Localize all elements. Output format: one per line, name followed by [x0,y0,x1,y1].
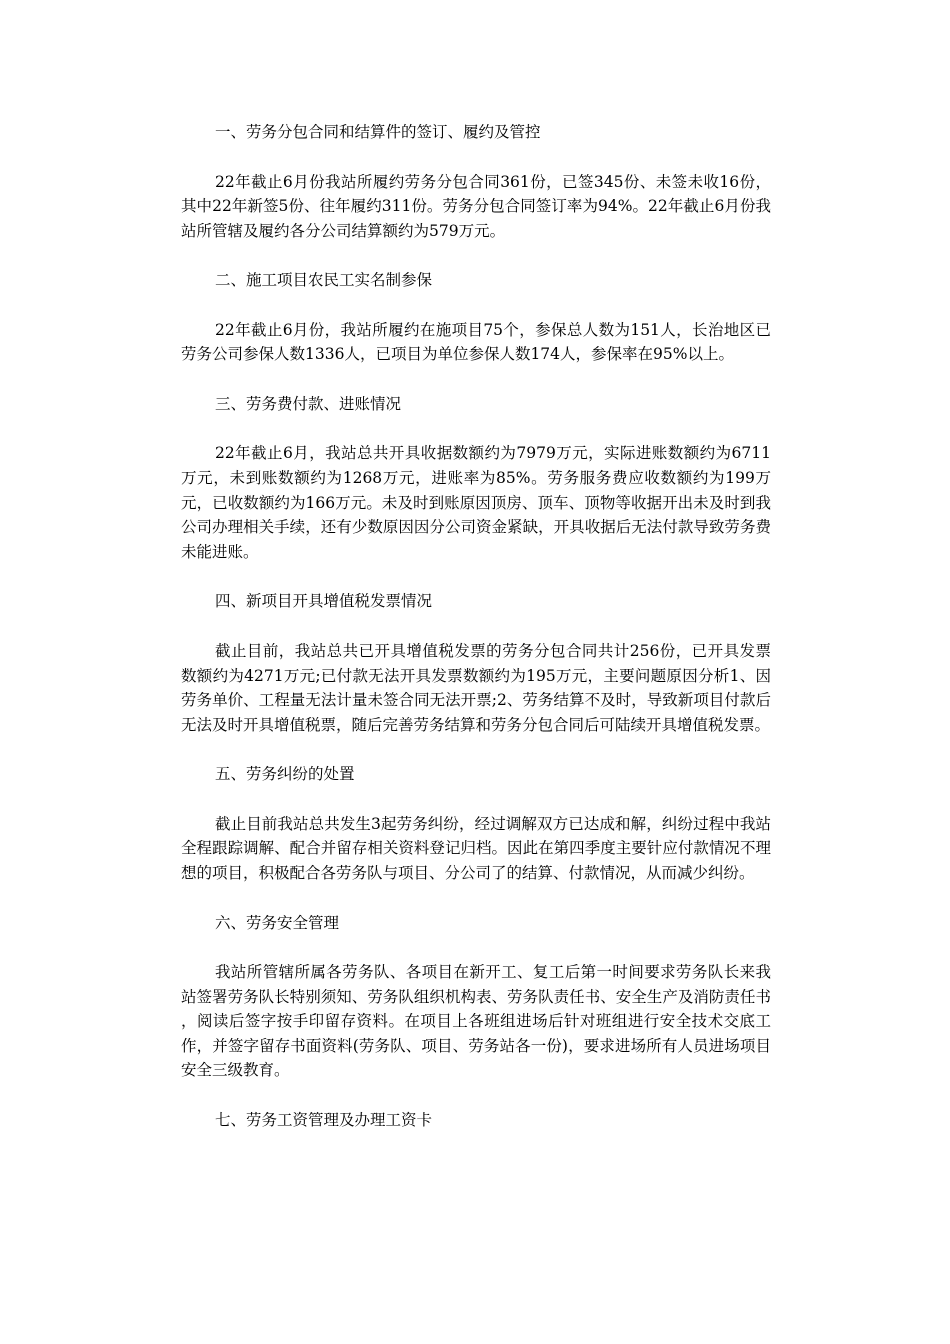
section-paragraph: 22年截止6月份，我站所履约在施项目75个，参保总人数为151人，长治地区已劳务公司参保人数1336人，已项目为单位参保人数174人，参保率在95%以上。 [181,320,771,364]
section-paragraph: 截止目前我站总共发生3起劳务纠纷，经过调解双方已达成和解，纠纷过程中我站全程跟踪调解、配合并留存相关资料登记归档。因此在第四季度主要针应付款情况不理想的项目，积极配合各劳务队与项目、分公司了的结算、付款情况，从而减少纠纷。 [181,814,771,882]
section-heading: 四、新项目开具增值税发票情况 [215,592,433,611]
section-5 [181,762,771,885]
section-heading: 五、劳务纠纷的处置 [215,765,355,784]
document-page [181,120,771,1158]
section-1 [181,120,771,243]
section-paragraph: 22年截止6月，我站总共开具收据数额约为7979万元，实际进账数额约为6711万元，未到账数额约为1268万元，进账率为85%。劳务服务费应收数额约为199万元，已收数额约为166万元。未及时到账原因顶房、顶车、顶物等收据开出未及时到我公司办理相关手续，还有少数原因因分公司资金紧缺，开具收据后无法付款导致劳务费未能进账。 [181,444,771,561]
section-heading: 一、劳务分包合同和结算件的签订、履约及管控 [215,123,541,141]
section-4 [181,589,771,737]
section-paragraph: 我站所管辖所属各劳务队、各项目在新开工、复工后第一时间要求劳务队长来我站签署劳务队长特别须知、劳务队组织机构表、劳务队责任书、安全生产及消防责任书 ，阅读后签字按手印留存资料。在项目上各班组进场后针对班组进行安全技术交底工作，并签字留存书面资料(劳务队、项目、劳务站各一份)，要求进场所有人员进场项目安全三级教育。 [181,963,771,1080]
section-heading: 二、施工项目农民工实名制参保 [215,271,433,290]
section-7 [181,1108,771,1133]
section-paragraph: 22年截止6月份我站所履约劳务分包合同361份，已签345份、未签未收16份，其中22年新签5份、往年履约311份。劳务分包合同签订率为94%。22年截止6月份我站所管辖及履约各分公司结算额约为579万元。 [181,172,771,240]
section-heading: 七、劳务工资管理及办理工资卡 [215,1111,433,1130]
section-heading: 六、劳务安全管理 [215,913,340,932]
section-6 [181,911,771,1083]
section-3 [181,392,771,564]
section-paragraph: 截止目前，我站总共已开具增值税发票的劳务分包合同共计256份，已开具发票数额约为4271万元;已付款无法开具发票数额约为195万元，主要问题原因分析1、因劳务单价、工程量无法计量未签合同无法开票;2、劳务结算不及时，导致新项目付款后无法及时开具增值税票，随后完善劳务结算和劳务分包合同后可陆续开具增值税发票。 [181,641,771,734]
section-2 [181,268,771,367]
section-heading: 三、劳务费付款、进账情况 [215,394,402,413]
